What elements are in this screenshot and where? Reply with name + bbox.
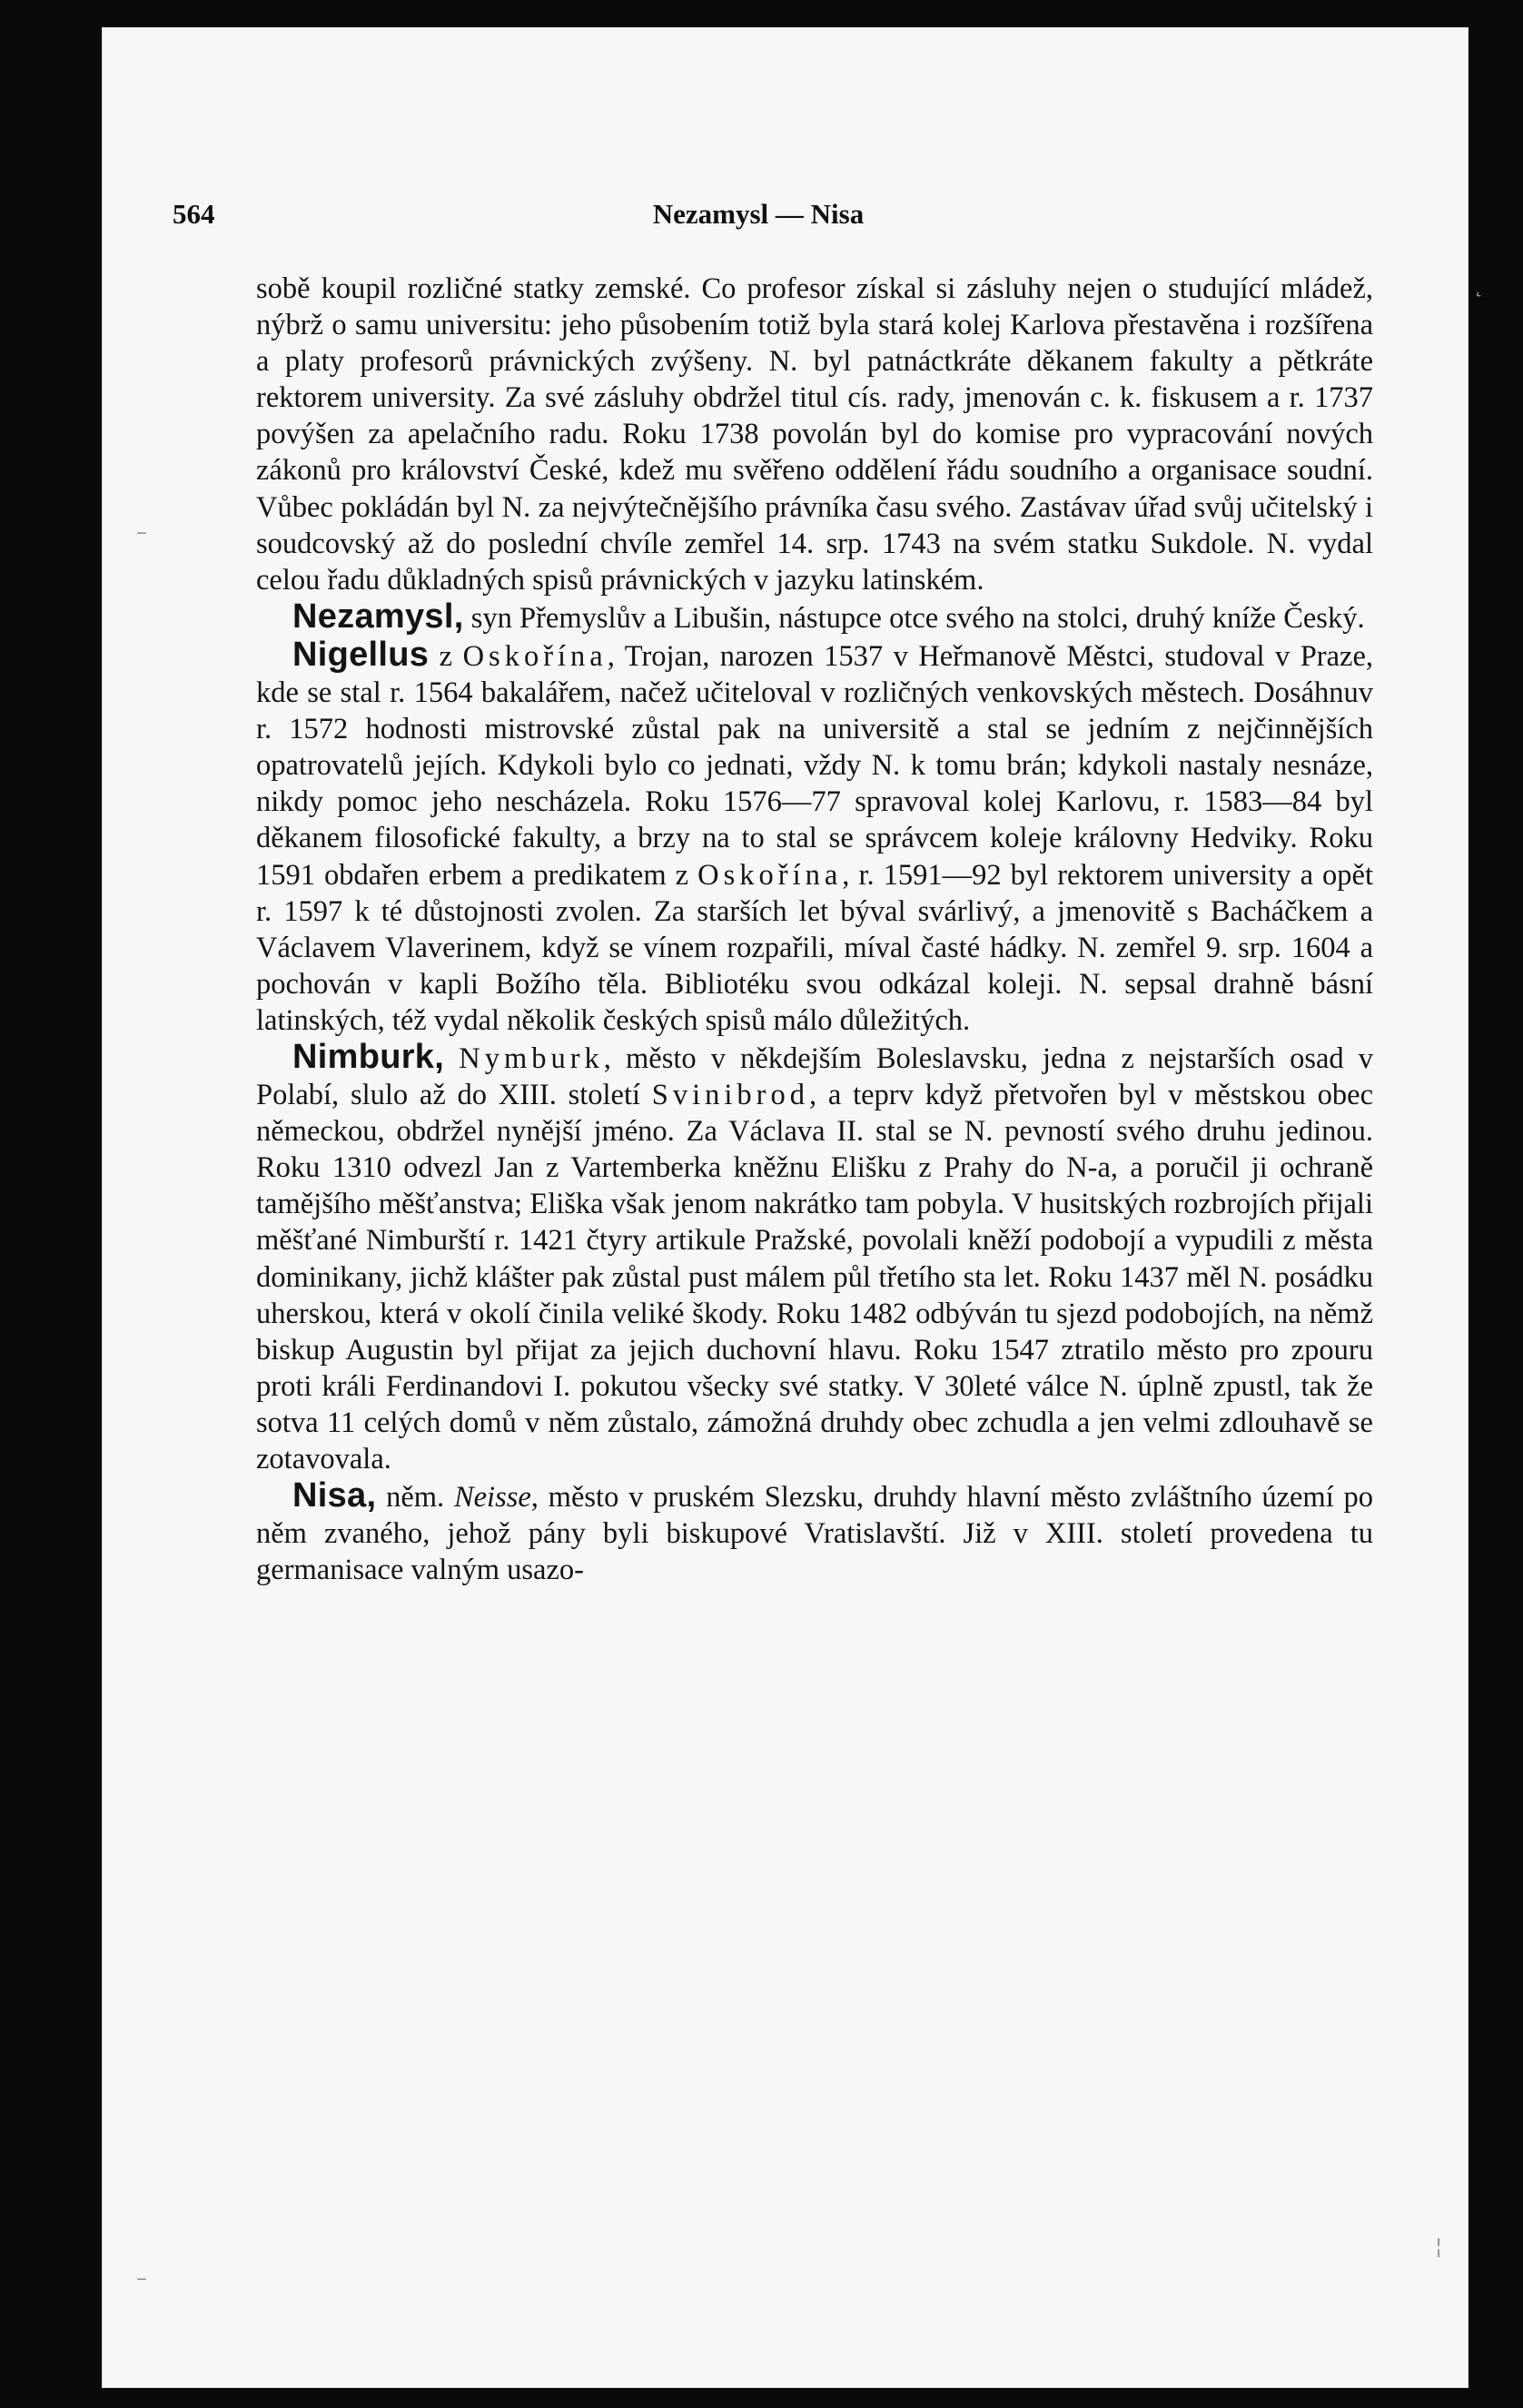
entry-text: , město v někdejším Boleslavsku, jedna z nejstarších osad v Polabí, slulo až do XIII. století — [256, 1041, 1374, 1112]
scan-dash-mark: – — [136, 2265, 147, 2291]
entry-nigellus — [256, 637, 1373, 1039]
entry-headword: Nimburk, — [292, 1037, 445, 1076]
spaced-placename: Nymburk — [459, 1041, 604, 1075]
paragraph-continuation — [256, 271, 1373, 598]
entry-text: , r. 1591—92 byl rektorem university a opět r. 1597 k té důstojnosti zvolen. Za starších let býval svárlivý, a jmenovitě s Bacháčkem a Václavem Vlaverinem, když se vínem rozpařili, míval časté hádky. N. zemřel 9. srp. 1604 a pochován v kapli Božího těla. Bibliotéku svou odkázal koleji. N. sepsal drahně básní latinských, též vydal několik českých spisů málo důležitých. — [256, 858, 1373, 1037]
entry-nimburk — [256, 1039, 1373, 1477]
entry-text: něm. — [376, 1481, 454, 1515]
page-header — [173, 198, 1344, 238]
paragraph-text: sobě koupil rozličné statky zemské. Co profesor získal si zásluhy nejen o studující mládež, nýbrž o samu universitu: jeho působením totiž byla stará kolej Karlova přestavěna i rozšířena a platy profesorů právnických zvýšeny. N. byl patnáctkráte děkanem fakulty a pětkráte rektorem university. Za své zásluhy obdržel titul cís. rady, jmenován c. k. fiskusem a r. 1737 povýšen za apelačního radu. Roku 1738 povolán byl do komise pro vypracování nových zákonů pro království České, kdež mu svěřeno oddělení řádu soudního a organisace soudní. Vůbec pokládán byl N. za nejvýtečnějšího právníka času svého. Zastávav úřad svůj učitelský i soudcovský až do poslední chvíle zemřel 14. srp. 1743 na svém statku Sukdole. N. vydal celou řadu důkladných spisů právnických v jazyku latinském. — [256, 272, 1373, 597]
spaced-placename: Svinibrod — [651, 1079, 810, 1112]
entry-headword: Nisa, — [292, 1476, 377, 1515]
scan-speck-mark: ˛ — [1473, 272, 1484, 298]
entry-text: , a teprv když přetvořen byl v městskou obec německou, obdržel nynější jméno. Za Václava II. stal se N. pevností svého druhu jedinou. Roku 1310 odvezl Jan z Vartemberka kněžnu Elišku z Prahy do N-a, a poručil ji ochraně tamějšího měšťanstva; Eliška však jenom nakrátko tam pobyla. V husitských rozbrojích přijali měšťané Nimburští r. 1421 čtyry artikule Pražské, povolali kněží podobojí a vypudili z města dominikany, jichž klášter pak zůstal pust málem půl třetího sta let. Roku 1437 měl N. posádku uherskou, která v okolí činila veliké škody. Roku 1482 odbýván tu sjezd podobojích, na němž biskup Augustin byl přijat za jejich duchovní hlavu. Roku 1547 ztratilo město pro zpouru proti králi Ferdinandovi I. pokutou všecky své statky. V 30leté válce N. úplně zpustl, tak že sotva 11 celých domů v něm zůstalo, zámožná druhdy obec zchudla a jen velmi zdlouhavě se zotavovala. — [256, 1079, 1374, 1475]
running-title: Nezamysl — Nisa — [652, 198, 865, 230]
scan-dash-mark: – — [136, 519, 147, 545]
entry-text: , Trojan, narozen 1537 v Heřmanově Městci, studoval v Praze, kde se stal r. 1564 bakalářem, načež učiteloval v rozličných venkovských městech. Dosáhnuv r. 1572 hodnosti mistrovské zůstal pak na universitě a stal se jedním z nejčinnějších opatrovatelů jejích. Kdykoli bylo co jednati, vždy N. k tomu brán; kdykoli nastaly nesnáze, nikdy pomoc jeho nescházela. Roku 1576—77 spravoval kolej Karlovu, r. 1583—84 byl děkanem filosofické fakulty, a brzy na to stal se správcem koleje královny Hedviky. Roku 1591 obdařen erbem a predikatem z — [256, 639, 1373, 892]
entry-nisa — [256, 1477, 1373, 1588]
page-number: 564 — [173, 198, 215, 230]
entry-headword: Nigellus — [292, 635, 430, 674]
entry-text: z — [429, 639, 463, 673]
german-name: Neisse — [453, 1481, 531, 1515]
spaced-placename: Oskořína — [697, 858, 843, 892]
entry-text: syn Přemyslův a Libušin, nástupce otce svého na stolci, druhý kníže Český. — [463, 601, 1365, 635]
page-body — [256, 271, 1373, 1588]
entry-nezamysl — [256, 598, 1373, 637]
entry-text: , město v pruském Slezsku, druhdy hlavní město zvláštního území po něm zvaného, jehož pány byli biskupové Vratislavští. Již v XIII. století provedena tu germanisace valným usazo- — [256, 1481, 1373, 1587]
scan-speck-mark: ¦ — [1435, 2234, 1443, 2259]
entry-headword: Nezamysl, — [292, 597, 464, 636]
spaced-placename: Oskořína — [462, 639, 608, 673]
